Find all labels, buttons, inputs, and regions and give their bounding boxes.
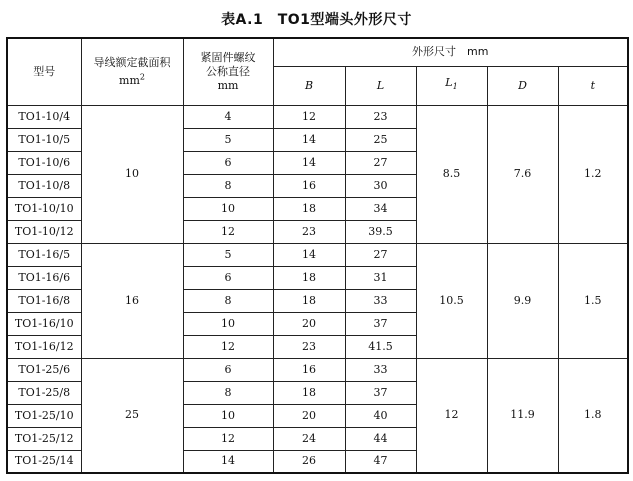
cell-D: 9.9 [487,243,558,358]
cell-model: TO1-10/6 [7,151,81,174]
cell-screw: 5 [183,128,273,151]
cell-B: 24 [273,427,345,450]
cell-D: 11.9 [487,358,558,473]
header-area [81,38,183,105]
table-title: 表A.1 TO1型端头外形尺寸 [221,12,412,28]
cell-L: 34 [345,197,416,220]
cell-model: TO1-25/10 [7,404,81,427]
cell-screw: 12 [183,220,273,243]
cell-model: TO1-25/6 [7,358,81,381]
header-screw [183,38,273,105]
cell-screw: 8 [183,289,273,312]
cell-L: 37 [345,381,416,404]
cell-L: 33 [345,289,416,312]
cell-screw: 14 [183,450,273,473]
header-screw-label2: 公称直径 [206,64,250,78]
cell-model: TO1-16/10 [7,312,81,335]
cell-model: TO1-10/4 [7,105,81,128]
cell-L: 37 [345,312,416,335]
cell-L: 47 [345,450,416,473]
cell-screw: 8 [183,174,273,197]
header-screw-unit: mm [217,78,239,92]
header-screw-label1: 紧固件螺纹 [200,50,256,64]
cell-L: 44 [345,427,416,450]
cell-L: 41.5 [345,335,416,358]
cell-screw: 10 [183,197,273,220]
cell-model: TO1-16/6 [7,266,81,289]
cell-model: TO1-25/12 [7,427,81,450]
cell-L: 27 [345,243,416,266]
table-row [7,358,628,381]
cell-area: 16 [81,243,183,358]
cell-B: 14 [273,243,345,266]
cell-model: TO1-10/8 [7,174,81,197]
table-body [7,105,628,473]
cell-screw: 5 [183,243,273,266]
header-t: t [558,66,628,105]
cell-model: TO1-16/5 [7,243,81,266]
cell-model: TO1-16/8 [7,289,81,312]
cell-screw: 4 [183,105,273,128]
cell-D: 7.6 [487,105,558,243]
cell-L: 27 [345,151,416,174]
cell-area: 10 [81,105,183,243]
cell-L1: 10.5 [416,243,487,358]
cell-L: 25 [345,128,416,151]
header-D: D [487,66,558,105]
cell-t: 1.2 [558,105,628,243]
header-L1: $L_1$ [416,66,487,105]
cell-model: TO1-10/5 [7,128,81,151]
cell-L: 31 [345,266,416,289]
cell-B: 16 [273,358,345,381]
header-B: B [273,66,345,105]
cell-model: TO1-25/14 [7,450,81,473]
cell-t: 1.5 [558,243,628,358]
cell-B: 18 [273,289,345,312]
cell-B: 16 [273,174,345,197]
header-area-label: 导线额定截面积 [93,55,171,69]
cell-L: 23 [345,105,416,128]
cell-model: TO1-10/10 [7,197,81,220]
cell-B: 18 [273,197,345,220]
cell-B: 18 [273,266,345,289]
cell-screw: 8 [183,381,273,404]
cell-screw: 12 [183,335,273,358]
cell-B: 20 [273,404,345,427]
cell-B: 18 [273,381,345,404]
cell-B: 20 [273,312,345,335]
cell-model: TO1-10/12 [7,220,81,243]
cell-screw: 10 [183,312,273,335]
cell-B: 26 [273,450,345,473]
cell-B: 23 [273,335,345,358]
table-row [7,105,628,128]
header-model: 型号 [7,38,81,105]
header-dimensions: 外形尺寸 mm [273,38,628,66]
cell-screw: 10 [183,404,273,427]
cell-B: 14 [273,128,345,151]
cell-model: TO1-16/12 [7,335,81,358]
cell-model: TO1-25/8 [7,381,81,404]
cell-screw: 6 [183,358,273,381]
cell-L1: 12 [416,358,487,473]
cell-screw: 6 [183,151,273,174]
header-L: L [345,66,416,105]
cell-L1: 8.5 [416,105,487,243]
cell-L: 39.5 [345,220,416,243]
dimension-table [6,37,629,474]
cell-t: 1.8 [558,358,628,473]
table-row [7,243,628,266]
cell-L: 33 [345,358,416,381]
cell-screw: 12 [183,427,273,450]
cell-L: 40 [345,404,416,427]
header-area-unit: $mm^2$ [119,71,145,87]
cell-screw: 6 [183,266,273,289]
cell-B: 12 [273,105,345,128]
cell-area: 25 [81,358,183,473]
cell-L: 30 [345,174,416,197]
cell-B: 14 [273,151,345,174]
cell-B: 23 [273,220,345,243]
